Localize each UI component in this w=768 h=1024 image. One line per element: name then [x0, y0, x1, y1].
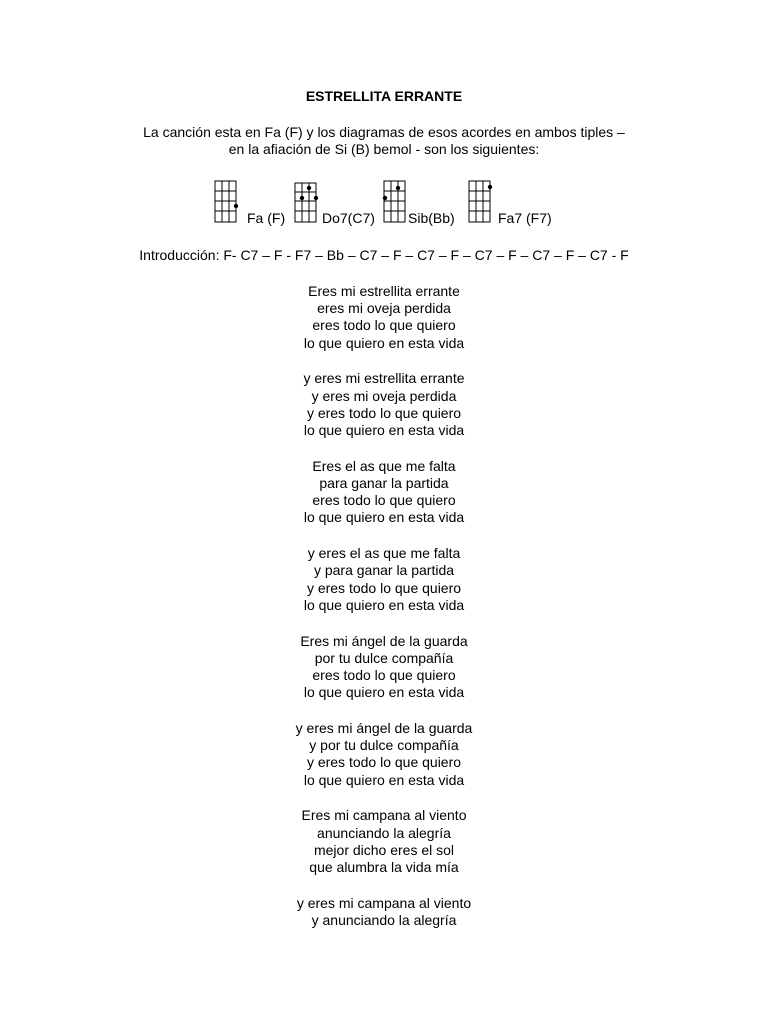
- stanza: [0, 807, 768, 876]
- song-title: ESTRELLITA ERRANTE: [305, 88, 463, 104]
- finger-dot: [300, 196, 304, 200]
- lyric-line: y eres mi oveja perdida: [311, 387, 457, 404]
- finger-dot: [396, 186, 400, 190]
- lyric-line: Eres mi ángel de la guarda: [300, 632, 468, 649]
- intro-line: La canción esta en Fa (F) y los diagramas de esos acordes en ambos tiples –: [143, 124, 625, 140]
- finger-dot: [383, 196, 387, 200]
- lyric-line: Eres el as que me falta: [312, 457, 456, 474]
- lyric-line: Eres mi campana al viento: [301, 807, 467, 824]
- finger-dot: [307, 186, 311, 190]
- lyric-line: y anunciando la alegría: [311, 912, 457, 929]
- lyric-line: y eres mi campana al viento: [296, 894, 472, 911]
- lyric-line: que alumbra la vida mía: [309, 859, 459, 876]
- lyric-line: eres todo lo que quiero: [312, 492, 456, 509]
- lyric-line: anunciando la alegría: [317, 824, 451, 841]
- lyric-line: y para ganar la partida: [313, 562, 455, 579]
- chord-label: Do7(C7): [322, 210, 375, 226]
- lyric-line: lo que quiero en esta vida: [303, 771, 465, 788]
- chord-diagram-f: [214, 180, 240, 224]
- chord-c7: [294, 180, 384, 226]
- chord-f7: [467, 180, 567, 226]
- lyric-line: y eres todo lo que quiero: [306, 579, 462, 596]
- lyric-line: para ganar la partida: [319, 475, 449, 492]
- chord-diagram-bb: [382, 180, 408, 224]
- lyric-line: y eres todo lo que quiero: [306, 754, 462, 771]
- finger-dot: [488, 185, 492, 189]
- chord-bb: [382, 180, 472, 226]
- intro-progression: Introducción: F- C7 – F - F7 – Bb – C7 – F – C7 – F – C7 – F – C7 – F – C7 - F: [139, 247, 629, 263]
- lyric-line: eres todo lo que quiero: [312, 317, 456, 334]
- lyric-line: eres mi oveja perdida: [317, 300, 451, 317]
- chord-f: [214, 180, 294, 226]
- stanza: [0, 633, 768, 702]
- lyric-line: lo que quiero en esta vida: [303, 422, 465, 439]
- chord-label: Fa7 (F7): [498, 210, 552, 226]
- finger-dot: [314, 196, 318, 200]
- lyric-line: eres todo lo que quiero: [312, 667, 456, 684]
- stanza: [0, 283, 768, 352]
- lyric-line: y eres mi estrellita errante: [303, 370, 465, 387]
- lyric-line: lo que quiero en esta vida: [303, 334, 465, 351]
- intro-paragraph: [0, 124, 768, 158]
- stanza: [0, 458, 768, 527]
- chord-diagram-f7: [467, 180, 493, 224]
- lyric-line: mejor dicho eres el sol: [313, 841, 455, 858]
- stanza: [0, 545, 768, 614]
- chord-diagrams-row: [0, 180, 768, 226]
- lyric-line: lo que quiero en esta vida: [303, 596, 465, 613]
- lyrics: [0, 283, 768, 948]
- lyric-line: Eres mi estrellita errante: [308, 283, 460, 299]
- stanza: [0, 370, 768, 439]
- stanza: [0, 895, 768, 929]
- lyric-line: y eres todo lo que quiero: [306, 404, 462, 421]
- chord-label: Sib(Bb): [408, 210, 455, 226]
- lyric-line: y eres el as que me falta: [307, 545, 461, 562]
- intro-line: en la afiación de Si (B) bemol - son los siguientes:: [228, 141, 540, 157]
- lyric-line: lo que quiero en esta vida: [303, 509, 465, 526]
- lyric-line: y eres mi ángel de la guarda: [295, 720, 473, 737]
- stanza: [0, 720, 768, 789]
- finger-dot: [234, 204, 238, 208]
- lyric-line: lo que quiero en esta vida: [303, 684, 465, 701]
- lyric-line: y por tu dulce compañía: [309, 737, 459, 754]
- chord-diagram-c7: [294, 180, 320, 224]
- lyric-line: por tu dulce compañía: [314, 649, 454, 666]
- chord-label: Fa (F): [247, 210, 286, 226]
